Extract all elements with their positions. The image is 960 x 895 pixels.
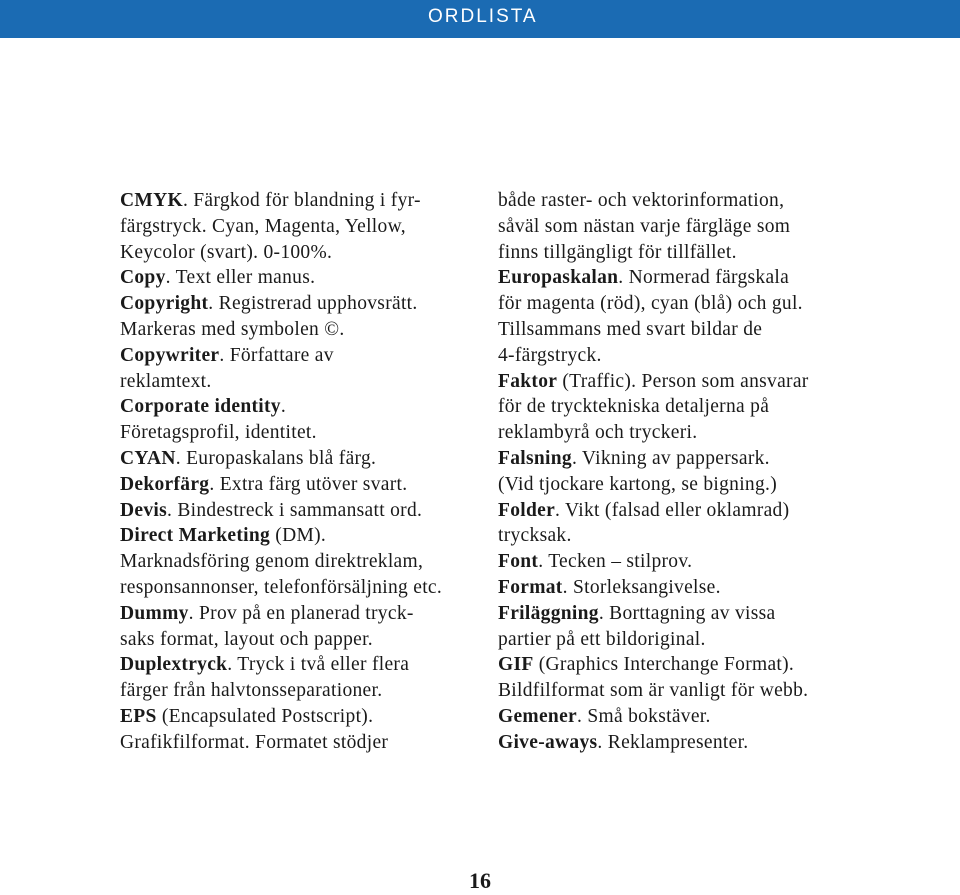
glossary-line xyxy=(498,420,938,446)
glossary-line xyxy=(120,601,480,627)
glossary-definition: . Bindestreck i sammansatt ord. xyxy=(167,499,423,521)
glossary-term: Dekorfärg xyxy=(120,473,210,495)
glossary-line xyxy=(120,575,480,601)
glossary-line xyxy=(120,317,480,343)
glossary-definition: responsannonser, telefonförsäljning etc. xyxy=(120,576,443,598)
glossary-definition: trycksak. xyxy=(498,525,572,547)
glossary-line xyxy=(120,627,480,653)
glossary-definition: . Vikt (falsad eller oklamrad) xyxy=(555,499,790,521)
glossary-term: Falsning xyxy=(498,447,572,469)
glossary-line xyxy=(498,730,938,756)
glossary-definition: finns tillgängligt för tillfället. xyxy=(498,241,737,263)
glossary-term: Direct Marketing xyxy=(120,525,271,547)
glossary-line xyxy=(120,472,480,498)
glossary-definition: Markeras med symbolen ©. xyxy=(120,318,345,340)
glossary-definition: både raster- och vektorinformation, xyxy=(498,190,785,211)
glossary-definition: Bildfilformat som är vanligt för webb. xyxy=(498,680,809,702)
glossary-term: EPS xyxy=(120,705,157,727)
glossary-definition: färger från halvtonsseparationer. xyxy=(120,680,383,702)
glossary-line xyxy=(120,523,480,549)
glossary-term: CYAN xyxy=(120,447,176,469)
glossary-definition: . Vikning av pappersark. xyxy=(571,447,770,469)
glossary-definition: . Tecken – stilprov. xyxy=(538,551,693,573)
glossary-line xyxy=(498,343,938,369)
glossary-definition: (Encapsulated Postscript). xyxy=(156,705,374,727)
glossary-line xyxy=(498,369,938,395)
glossary-definition: saks format, layout och papper. xyxy=(120,628,373,650)
page-number: 16 xyxy=(469,868,491,893)
glossary-line xyxy=(120,730,480,756)
glossary-line xyxy=(120,498,480,524)
glossary-definition: Keycolor (svart). 0-100%. xyxy=(120,241,333,263)
glossary-line xyxy=(498,317,938,343)
glossary-definition: 4-färgstryck. xyxy=(498,344,602,366)
glossary-definition: . xyxy=(280,396,287,418)
glossary-line xyxy=(498,704,938,730)
glossary-term: GIF xyxy=(498,654,534,676)
page-title: ORDLISTA xyxy=(428,6,538,27)
glossary-line xyxy=(498,575,938,601)
glossary-line xyxy=(498,214,938,240)
glossary-definition: (DM). xyxy=(270,525,327,547)
glossary-definition: (Traffic). Person som ansvarar xyxy=(557,370,809,392)
glossary-definition: . Extra färg utöver svart. xyxy=(209,473,408,495)
glossary-definition: . Text eller manus. xyxy=(165,267,316,289)
glossary-term: Faktor xyxy=(498,370,558,392)
glossary-definition: partier på ett bildoriginal. xyxy=(498,628,706,650)
glossary-line xyxy=(120,188,480,214)
glossary-line xyxy=(498,523,938,549)
glossary-line xyxy=(120,420,480,446)
glossary-term: Devis xyxy=(120,499,167,521)
glossary-line xyxy=(120,240,480,266)
glossary-term: Give-aways xyxy=(498,731,598,753)
glossary-definition: (Graphics Interchange Format). xyxy=(533,654,795,676)
glossary-definition: . Färgkod för blandning i fyr- xyxy=(182,190,421,211)
glossary-line xyxy=(120,369,480,395)
glossary-term: Friläggning xyxy=(498,602,599,624)
glossary-definition: färgstryck. Cyan, Magenta, Yellow, xyxy=(120,215,406,237)
glossary-term: Copyright xyxy=(120,293,209,315)
glossary-definition: (Vid tjockare kartong, se bigning.) xyxy=(498,473,778,495)
glossary-definition: . Storleksangivelse. xyxy=(562,576,721,598)
glossary-definition: . Normerad färgskala xyxy=(618,267,790,289)
glossary-line xyxy=(498,498,938,524)
glossary-line xyxy=(498,627,938,653)
glossary-definition: reklambyrå och tryckeri. xyxy=(498,422,698,444)
glossary-definition: . Borttagning av vissa xyxy=(598,602,776,624)
glossary-definition: för de trycktekniska detaljerna på xyxy=(498,396,770,418)
glossary-line xyxy=(498,394,938,420)
glossary-line xyxy=(120,214,480,240)
glossary-line xyxy=(498,601,938,627)
glossary-definition: . Europaskalans blå färg. xyxy=(175,447,377,469)
glossary-line xyxy=(498,472,938,498)
glossary-term: Duplextryck xyxy=(120,654,228,676)
glossary-term: Europaskalan xyxy=(498,267,619,289)
glossary-column-left xyxy=(120,188,480,756)
glossary-term: Folder xyxy=(498,499,556,521)
glossary-line xyxy=(120,291,480,317)
glossary-column-right xyxy=(498,188,938,756)
glossary-definition: . Registrerad upphovsrätt. xyxy=(208,293,418,315)
glossary-definition: Företagsprofil, identitet. xyxy=(120,422,317,444)
glossary-line xyxy=(498,188,938,214)
glossary-definition: Grafikfilformat. Formatet stödjer xyxy=(120,731,389,753)
glossary-line xyxy=(120,549,480,575)
glossary-definition: . Författare av xyxy=(219,344,334,366)
glossary-line xyxy=(120,343,480,369)
glossary-term: Copywriter xyxy=(120,344,220,366)
glossary-term: Dummy xyxy=(120,602,189,624)
glossary-line xyxy=(498,446,938,472)
glossary-line xyxy=(120,704,480,730)
glossary-line xyxy=(498,291,938,317)
glossary-line xyxy=(498,652,938,678)
glossary-line xyxy=(120,265,480,291)
glossary-term: Gemener xyxy=(498,705,577,727)
glossary-line xyxy=(120,446,480,472)
glossary-term: CMYK xyxy=(120,190,183,211)
glossary-term: Copy xyxy=(120,267,166,289)
glossary-line xyxy=(498,240,938,266)
glossary-line xyxy=(498,265,938,291)
glossary-definition: för magenta (röd), cyan (blå) och gul. xyxy=(498,293,803,315)
glossary-term: Corporate identity xyxy=(120,396,281,418)
glossary-term: Font xyxy=(498,551,539,573)
glossary-line xyxy=(120,652,480,678)
glossary-line xyxy=(120,394,480,420)
glossary-definition: . Tryck i två eller flera xyxy=(227,654,410,676)
glossary-definition: . Reklampresenter. xyxy=(597,731,749,753)
glossary-definition: Marknadsföring genom direktreklam, xyxy=(120,551,424,573)
glossary-line xyxy=(498,678,938,704)
glossary-definition: . Små bokstäver. xyxy=(576,705,711,727)
header-bar xyxy=(0,0,960,38)
glossary-term: Format xyxy=(498,576,563,598)
glossary-line xyxy=(120,678,480,704)
glossary-definition: Tillsammans med svart bildar de xyxy=(498,318,763,340)
glossary-line xyxy=(498,549,938,575)
glossary-definition: reklamtext. xyxy=(120,370,212,392)
glossary-definition: . Prov på en planerad tryck- xyxy=(188,602,414,624)
glossary-definition: såväl som nästan varje färgläge som xyxy=(498,215,791,237)
